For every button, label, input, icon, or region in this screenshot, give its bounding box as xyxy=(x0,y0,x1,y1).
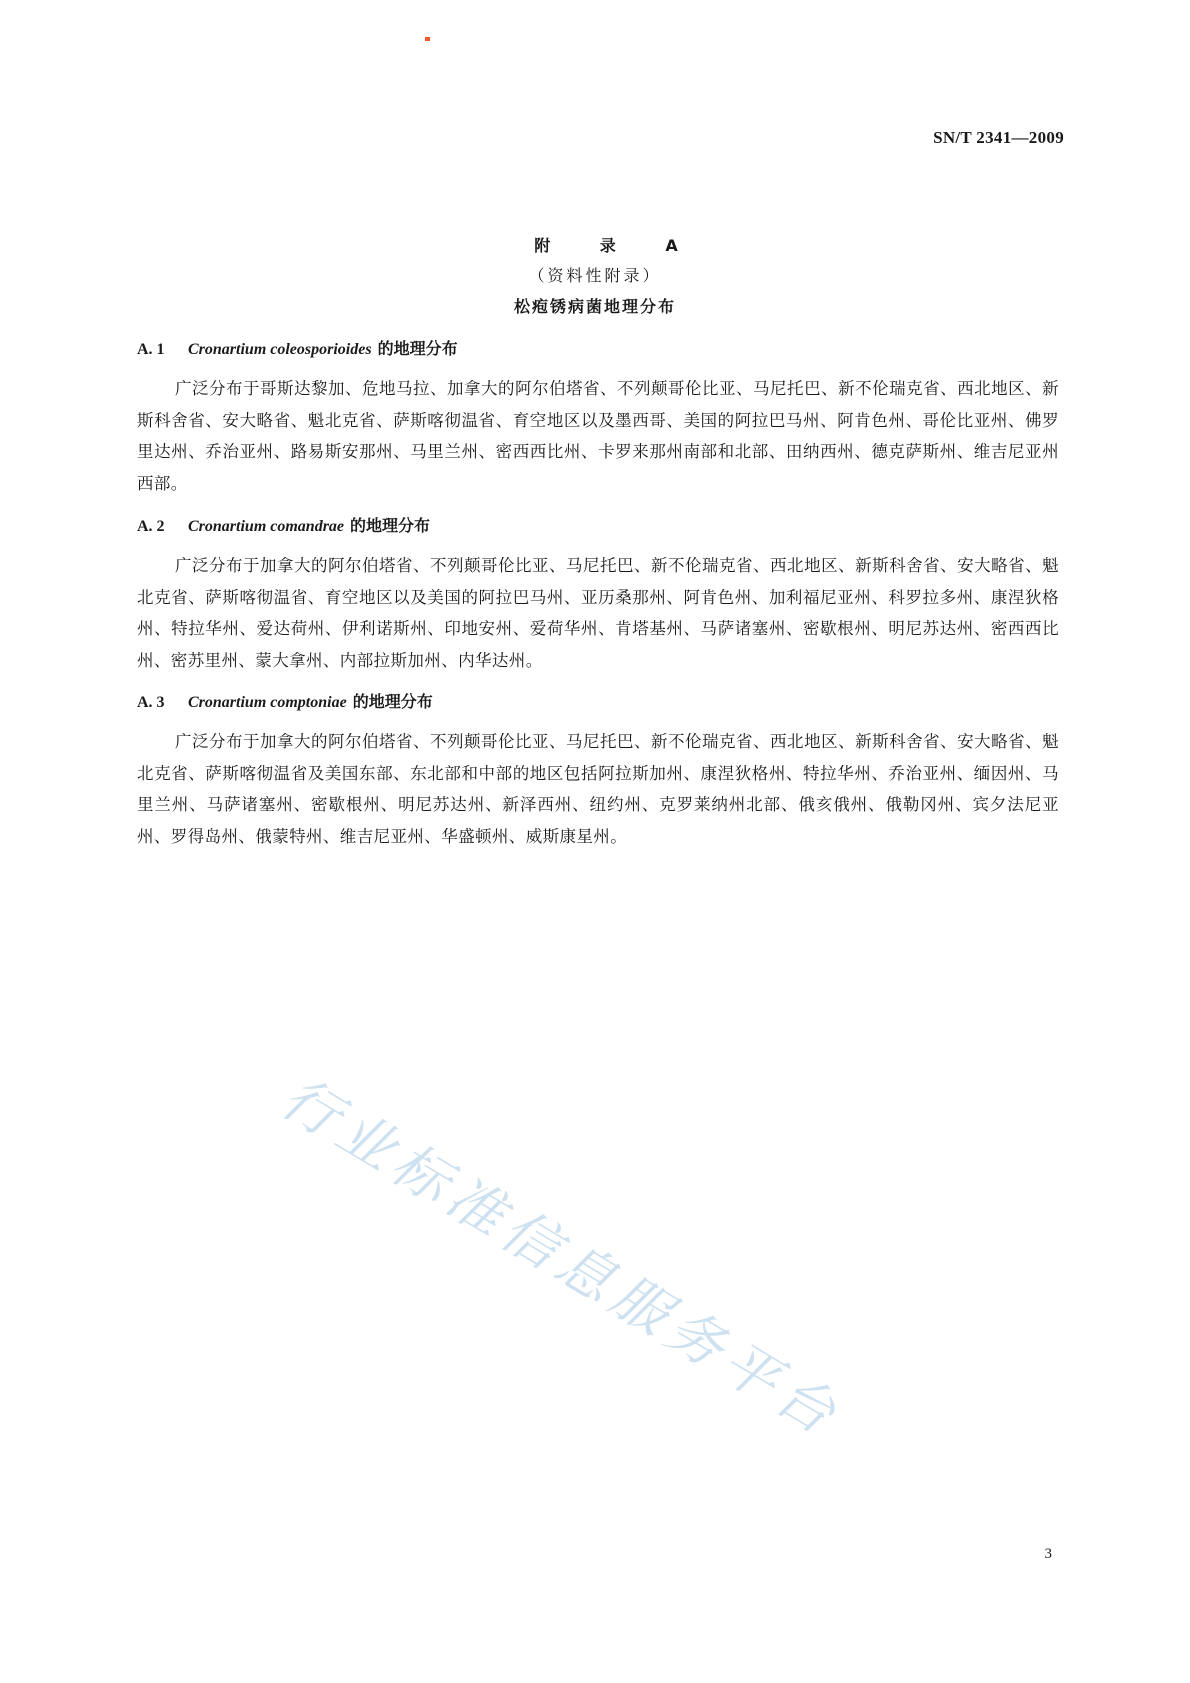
annex-type: （资料性附录） xyxy=(528,266,662,285)
standard-code: SN/T 2341—2009 xyxy=(933,128,1064,147)
section-number: A. 2 xyxy=(137,518,165,535)
page-number: 3 xyxy=(1044,1546,1052,1562)
annex-label: 附 录 A xyxy=(534,236,700,255)
watermark: 行业标准信息服务平台 xyxy=(270,1065,853,1451)
section-paragraph-a2: 广泛分布于加拿大的阿尔伯塔省、不列颠哥伦比亚、马尼托巴、新不伦瑞克省、西北地区、新斯科舍省、安大略省、魁北克省、萨斯喀彻温省、育空地区以及美国的阿拉巴马州、亚历桑那州、阿肯色州、加利福尼亚州、科罗拉多州、康涅狄格州、特拉华州、爱达荷州、伊利诺斯州、印地安州、爱荷华州、肯塔基州、马萨诸塞州、密歇根州、明尼苏达州、密西西比州、密苏里州、蒙大拿州、内部拉斯加州、内华达州。 xyxy=(137,556,1059,670)
section-suffix: 的地理分布 xyxy=(352,692,433,711)
species-name: Cronartium coleosporioides xyxy=(188,341,372,358)
section-paragraph-a1: 广泛分布于哥斯达黎加、危地马拉、加拿大的阿尔伯塔省、不列颠哥伦比亚、马尼托巴、新不伦瑞克省、西北地区、新斯科舍省、安大略省、魁北克省、萨斯喀彻温省、育空地区以及墨西哥、美国的阿拉巴马州、阿肯色州、哥伦比亚州、佛罗里达州、乔治亚州、路易斯安那州、马里兰州、密西西比州、卡罗来那州南部和北部、田纳西州、德克萨斯州、维吉尼亚州西部。 xyxy=(137,379,1059,493)
section-heading-a1 xyxy=(137,336,458,359)
annex-title: 松疱锈病菌地理分布 xyxy=(513,297,676,316)
species-name: Cronartium comandrae xyxy=(188,518,345,535)
section-number: A. 1 xyxy=(137,341,165,358)
section-suffix: 的地理分布 xyxy=(350,516,431,535)
section-heading-a3 xyxy=(137,689,433,712)
species-name: Cronartium comptoniae xyxy=(188,694,347,711)
section-paragraph-a3: 广泛分布于加拿大的阿尔伯塔省、不列颠哥伦比亚、马尼托巴、新不伦瑞克省、西北地区、新斯科舍省、安大略省、魁北克省、萨斯喀彻温省及美国东部、东北部和中部的地区包括阿拉斯加州、康涅狄格州、特拉华州、乔治亚州、缅因州、马里兰州、马萨诸塞州、密歇根州、明尼苏达州、新泽西州、纽约州、克罗莱纳州北部、俄亥俄州、俄勒冈州、宾夕法尼亚州、罗得岛州、俄蒙特州、维吉尼亚州、华盛顿州、威斯康星州。 xyxy=(137,732,1059,846)
section-suffix: 的地理分布 xyxy=(377,339,458,358)
orange-marker xyxy=(425,37,430,41)
section-number: A. 3 xyxy=(137,694,165,711)
section-heading-a2 xyxy=(137,513,430,536)
